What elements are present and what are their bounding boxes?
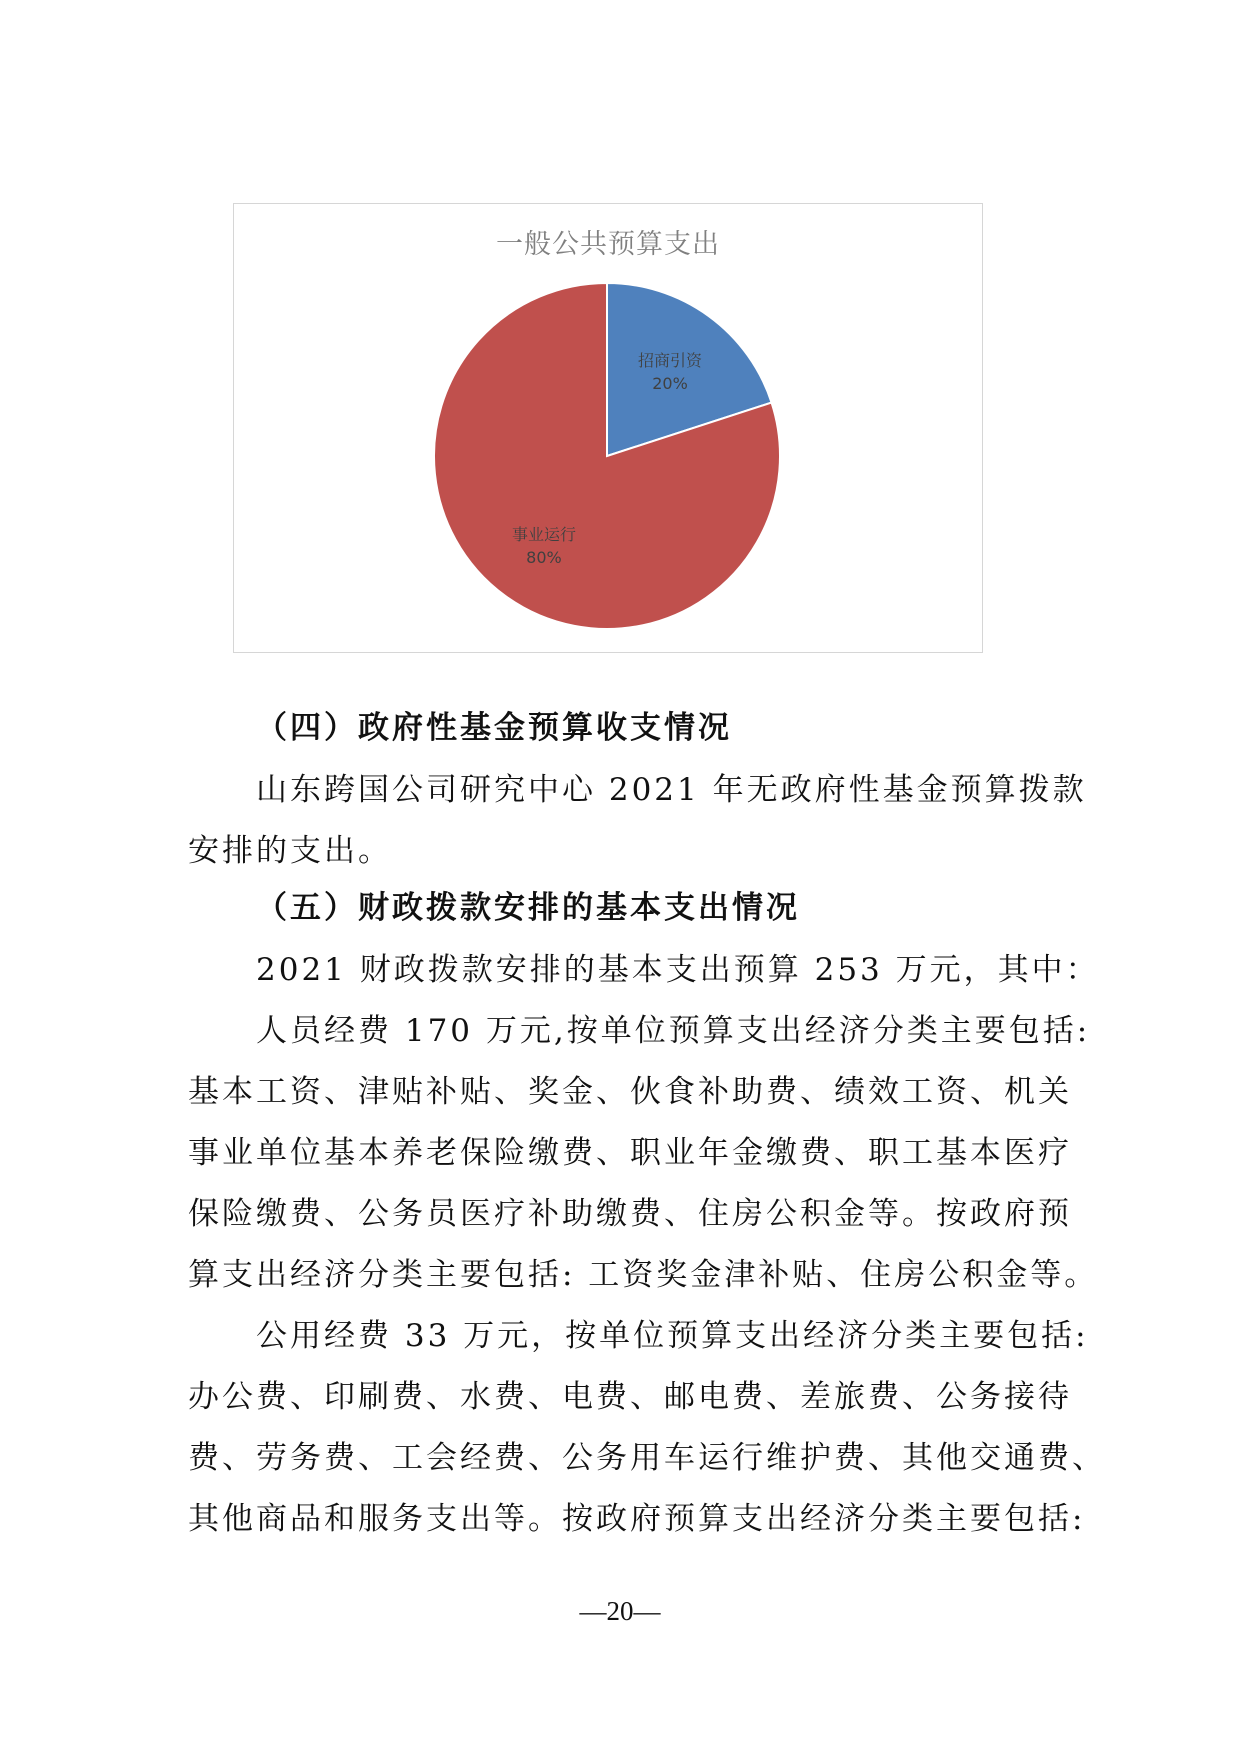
pie-chart-frame — [233, 203, 983, 653]
section5-intro: 2021 财政拨款安排的基本支出预算 253 万元，其中： — [256, 952, 1100, 988]
slice-percent-label: 80% — [526, 547, 562, 567]
section4-line-1: 山东跨国公司研究中心 2021 年无政府性基金预算拨款 — [256, 772, 1087, 808]
section5-heading: （五）财政拨款安排的基本支出情况 — [256, 890, 800, 926]
slice-category-label: 招商引资 — [638, 351, 703, 371]
personnel-line: 事业单位基本养老保险缴费、职业年金缴费、职工基本医疗 — [188, 1135, 1072, 1171]
section4-line-2: 安排的支出。 — [188, 833, 392, 869]
personnel-line: 人员经费 170 万元,按单位预算支出经济分类主要包括: — [256, 1013, 1091, 1049]
public-line: 公用经费 33 万元，按单位预算支出经济分类主要包括: — [256, 1318, 1089, 1354]
public-line: 办公费、印刷费、水费、电费、邮电费、差旅费、公务接待 — [188, 1379, 1072, 1415]
slice-category-label: 事业运行 — [511, 524, 576, 544]
chart-title: 一般公共预算支出 — [496, 229, 720, 260]
personnel-line: 保险缴费、公务员医疗补助缴费、住房公积金等。按政府预 — [188, 1196, 1072, 1232]
section4-heading: （四）政府性基金预算收支情况 — [256, 710, 732, 746]
page-number: —20— — [579, 1596, 661, 1626]
public-line: 费、劳务费、工会经费、公务用车运行维护费、其他交通费、 — [188, 1440, 1106, 1476]
personnel-line: 算支出经济分类主要包括: 工资奖金津补贴、住房公积金等。 — [188, 1257, 1099, 1293]
pie-chart — [234, 204, 982, 652]
section5-body — [188, 940, 1106, 1550]
public-line: 其他商品和服务支出等。按政府预算支出经济分类主要包括: — [188, 1501, 1086, 1537]
slice-percent-label: 20% — [652, 374, 688, 394]
section4-paragraph — [188, 760, 1087, 882]
personnel-line: 基本工资、津贴补贴、奖金、伙食补助费、绩效工资、机关 — [188, 1074, 1072, 1110]
